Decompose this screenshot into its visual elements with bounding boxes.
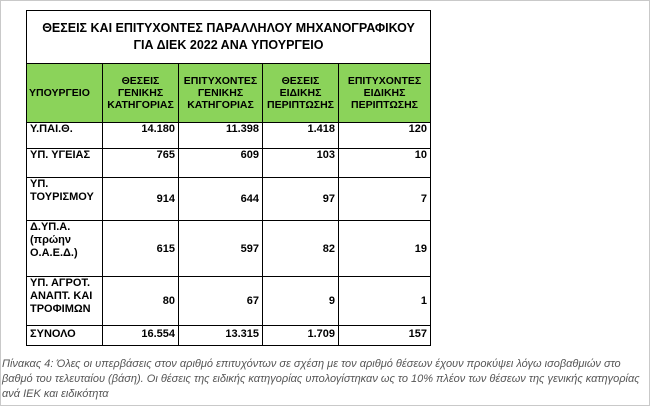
ministry-name [27, 221, 103, 277]
ministry-name [27, 123, 103, 149]
special-seats-cell: 9 [263, 277, 339, 326]
general-seats-cell: 765 [103, 149, 179, 178]
general-successful-cell: 644 [179, 178, 263, 221]
special-successful-cell: 7 [339, 178, 431, 221]
table-title [27, 11, 431, 64]
header-row [27, 64, 431, 123]
header-ministry: ΥΠΟΥΡΓΕΙΟ [27, 64, 103, 123]
header-text: ΘΕΣΕΙΣ [281, 75, 320, 87]
ministry-name-line: ΤΟΥΡΙΣΜΟΥ [30, 191, 94, 203]
ministry-name-line: ΥΠ. [30, 178, 49, 190]
table-row [27, 277, 431, 326]
table-caption: Πίνακας 4: Όλες οι υπερβάσεις στον αριθμό επιτυχόντων σε σχέση με τον αριθμό θέσεων έχουν προκύψει λόγω ισοβαθμιών στο βαθμό του τελευταίου (βάση). Οι θέσεις της ειδικής κατηγορίας υπολογίστηκαν ως το 10% πλέον των θέσεων της γενικής κατηγορίας ανά ΙΕΚ και ειδικότητα [2, 358, 640, 400]
header-text: ΕΙΔΙΚΗΣ [363, 87, 406, 99]
header-text: ΚΑΤΗΓΟΡΙΑΣ [107, 99, 174, 111]
header-text: ΠΕΡΙΠΤΩΣΗΣ [351, 99, 418, 111]
special-successful-cell: 1 [339, 277, 431, 326]
ministry-name-line: ΤΡΟΦΙΜΩΝ [30, 303, 91, 315]
ministry-name-line: Ο.Α.Ε.Δ.) [30, 247, 78, 259]
special-successful-cell: 120 [339, 123, 431, 149]
ministry-name [27, 277, 103, 326]
general-seats-cell: 80 [103, 277, 179, 326]
header-text: ΓΕΝΙΚΗΣ [197, 87, 244, 99]
ministry-name [27, 149, 103, 178]
ministry-name-line: ΥΠ. ΥΓΕΙΑΣ [30, 149, 91, 161]
special-seats-cell: 97 [263, 178, 339, 221]
header-general-successful [179, 64, 263, 123]
general-seats-cell: 14.180 [103, 123, 179, 149]
special-successful-total: 157 [339, 326, 431, 346]
header-text: ΕΠΙΤΥΧΟΝΤΕΣ [347, 75, 422, 87]
special-successful-cell: 10 [339, 149, 431, 178]
ministry-name-line: Δ.ΥΠ.Α. [30, 221, 71, 233]
total-label: ΣΥΝΟΛΟ [27, 326, 103, 346]
table-title-line-1: ΘΕΣΕΙΣ ΚΑΙ ΕΠΙΤΥΧΟΝΤΕΣ ΠΑΡΑΛΛΗΛΟΥ ΜΗΧΑΝΟΓΡΑΦΙΚΟΥ [42, 21, 415, 35]
general-seats-total: 16.554 [103, 326, 179, 346]
header-text: ΕΙΔΙΚΗΣ [279, 87, 322, 99]
header-special-seats [263, 64, 339, 123]
ministry-name-line: ΑΝΑΠΤ. ΚΑΙ [30, 290, 93, 302]
general-successful-cell: 67 [179, 277, 263, 326]
table-title-line-2: ΓΙΑ ΔΙΕΚ 2022 ΑΝΑ ΥΠΟΥΡΓΕΙΟ [133, 38, 324, 52]
header-text: ΚΑΤΗΓΟΡΙΑΣ [187, 99, 254, 111]
header-text: ΓΕΝΙΚΗΣ [117, 87, 164, 99]
general-successful-total: 13.315 [179, 326, 263, 346]
general-successful-cell: 11.398 [179, 123, 263, 149]
general-seats-cell: 615 [103, 221, 179, 277]
special-seats-total: 1.709 [263, 326, 339, 346]
header-general-seats [103, 64, 179, 123]
seats-table [26, 10, 431, 346]
table-row [27, 221, 431, 277]
total-row [27, 326, 431, 346]
header-text: ΕΠΙΤΥΧΟΝΤΕΣ [183, 75, 258, 87]
special-seats-cell: 1.418 [263, 123, 339, 149]
general-successful-cell: 597 [179, 221, 263, 277]
table-row [27, 178, 431, 221]
ministry-name [27, 178, 103, 221]
header-text: ΠΕΡΙΠΤΩΣΗΣ [267, 99, 334, 111]
table-row [27, 123, 431, 149]
special-successful-cell: 19 [339, 221, 431, 277]
ministry-name-line: (πρώην [30, 234, 72, 246]
ministry-name-line: Υ.ΠΑΙ.Θ. [30, 123, 73, 135]
special-seats-cell: 82 [263, 221, 339, 277]
general-successful-cell: 609 [179, 149, 263, 178]
ministry-name-line: ΥΠ. ΑΓΡΟΤ. [30, 277, 91, 289]
table-row [27, 149, 431, 178]
header-text: ΘΕΣΕΙΣ [121, 75, 160, 87]
special-seats-cell: 103 [263, 149, 339, 178]
header-special-successful [339, 64, 431, 123]
general-seats-cell: 914 [103, 178, 179, 221]
